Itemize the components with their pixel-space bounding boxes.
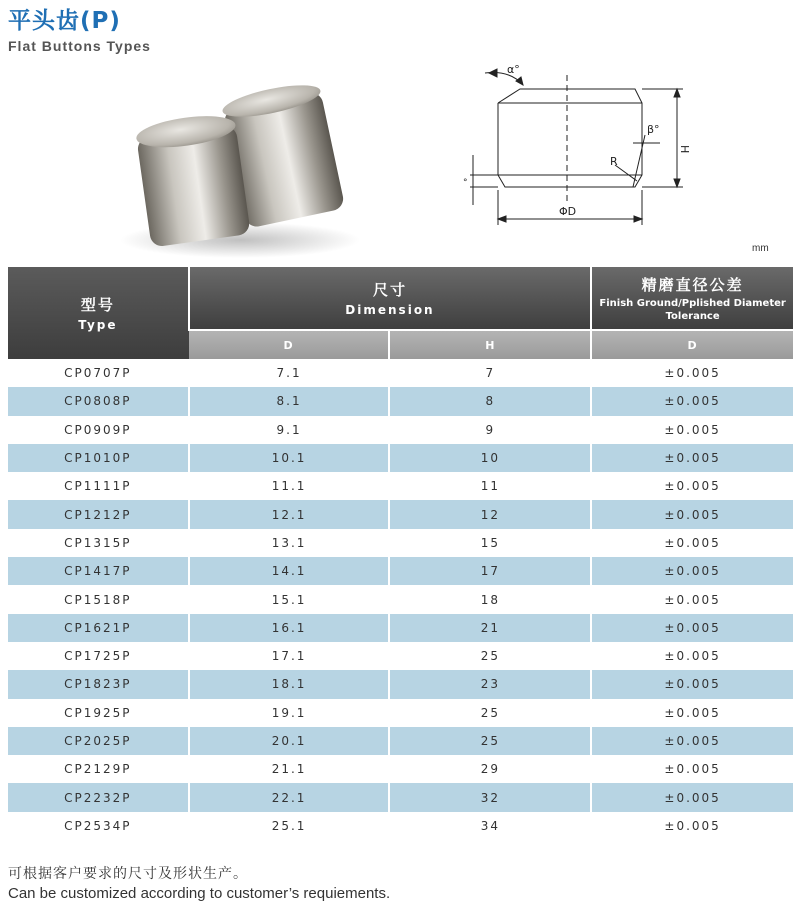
table-row [8, 614, 793, 642]
cell-d: 18.1 [189, 670, 390, 698]
page-title: 平头齿(P) [8, 8, 121, 34]
table-row [8, 472, 793, 500]
cell-h: 11 [389, 472, 591, 500]
product-photo [120, 70, 380, 260]
cell-h: 7 [389, 359, 591, 387]
cell-h: 9 [389, 416, 591, 444]
cell-h: 8 [389, 387, 591, 415]
cell-tolerance: ±0.005 [591, 557, 793, 585]
table-row [8, 670, 793, 698]
cell-type: CP1823P [8, 670, 189, 698]
cell-tolerance: ±0.005 [591, 755, 793, 783]
table-row [8, 783, 793, 811]
beta-label: β° [647, 123, 660, 136]
cell-tolerance: ±0.005 [591, 500, 793, 528]
cell-type: CP2025P [8, 727, 189, 755]
page-subtitle: Flat Buttons Types [8, 38, 151, 54]
header-type-en: Type [78, 318, 118, 332]
cell-tolerance: ±0.005 [591, 444, 793, 472]
spec-table [8, 267, 793, 840]
cell-type: CP1417P [8, 557, 189, 585]
subheader-h: H [389, 330, 591, 359]
table-row [8, 416, 793, 444]
table-row [8, 500, 793, 528]
note-cn: 可根据客户要求的尺寸及形状生产。 [8, 866, 248, 882]
cell-d: 22.1 [189, 783, 390, 811]
header-tolerance [591, 267, 793, 330]
subheader-tol-d: D [591, 330, 793, 359]
table-row [8, 585, 793, 613]
cell-d: 9.1 [189, 416, 390, 444]
cell-type: CP1315P [8, 529, 189, 557]
table-row [8, 557, 793, 585]
cell-d: 20.1 [189, 727, 390, 755]
cell-d: 13.1 [189, 529, 390, 557]
cell-d: 10.1 [189, 444, 390, 472]
table-row [8, 755, 793, 783]
header-type [8, 267, 189, 359]
cell-type: CP1621P [8, 614, 189, 642]
cell-tolerance: ±0.005 [591, 727, 793, 755]
cell-type: CP1925P [8, 699, 189, 727]
cell-h: 34 [389, 812, 591, 840]
cell-h: 21 [389, 614, 591, 642]
cell-tolerance: ±0.005 [591, 670, 793, 698]
cell-type: CP2534P [8, 812, 189, 840]
header-tolerance-en: Finish Ground/Pplished Diameter Tolerance [599, 297, 786, 322]
cell-h: 23 [389, 670, 591, 698]
table-row [8, 727, 793, 755]
cell-tolerance: ±0.005 [591, 699, 793, 727]
cell-d: 16.1 [189, 614, 390, 642]
technical-drawing [455, 55, 700, 235]
cell-type: CP1212P [8, 500, 189, 528]
cell-d: 14.1 [189, 557, 390, 585]
cell-tolerance: ±0.005 [591, 642, 793, 670]
table-row [8, 699, 793, 727]
cell-d: 25.1 [189, 812, 390, 840]
cell-tolerance: ±0.005 [591, 416, 793, 444]
cell-h: 12 [389, 500, 591, 528]
cell-type: CP0707P [8, 359, 189, 387]
cell-type: CP2232P [8, 783, 189, 811]
cell-tolerance: ±0.005 [591, 585, 793, 613]
cell-tolerance: ±0.005 [591, 359, 793, 387]
cell-type: CP1518P [8, 585, 189, 613]
table-row [8, 359, 793, 387]
cell-d: 19.1 [189, 699, 390, 727]
cell-h: 32 [389, 783, 591, 811]
table-row [8, 642, 793, 670]
cell-type: CP0909P [8, 416, 189, 444]
table-row [8, 444, 793, 472]
cell-h: 25 [389, 699, 591, 727]
cell-h: 29 [389, 755, 591, 783]
cell-d: 12.1 [189, 500, 390, 528]
cell-d: 17.1 [189, 642, 390, 670]
cell-tolerance: ±0.005 [591, 783, 793, 811]
table-row [8, 812, 793, 840]
cell-d: 15.1 [189, 585, 390, 613]
cell-h: 18 [389, 585, 591, 613]
unit-label: mm [752, 243, 769, 254]
cell-tolerance: ±0.005 [591, 614, 793, 642]
cell-d: 8.1 [189, 387, 390, 415]
cell-type: CP1111P [8, 472, 189, 500]
cell-d: 7.1 [189, 359, 390, 387]
table-row [8, 529, 793, 557]
note-en: Can be customized according to customer’s requiements. [8, 885, 391, 902]
radius-label: R [610, 155, 618, 168]
cell-h: 25 [389, 642, 591, 670]
diameter-label: ΦD [559, 205, 577, 218]
cell-d: 11.1 [189, 472, 390, 500]
header-tolerance-cn: 精磨直径公差 [641, 275, 744, 294]
cell-type: CP2129P [8, 755, 189, 783]
header-dimension-cn: 尺寸 [372, 281, 407, 299]
header-dimension-en: Dimension [345, 303, 435, 317]
header-dimension [189, 267, 592, 330]
cell-h: 15 [389, 529, 591, 557]
cell-type: CP1725P [8, 642, 189, 670]
cell-type: CP0808P [8, 387, 189, 415]
alpha-label: α° [507, 63, 520, 76]
cell-h: 25 [389, 727, 591, 755]
cell-tolerance: ±0.005 [591, 472, 793, 500]
cell-tolerance: ±0.005 [591, 387, 793, 415]
table-row [8, 387, 793, 415]
cell-d: 21.1 [189, 755, 390, 783]
cell-h: 10 [389, 444, 591, 472]
header-type-cn: 型号 [80, 296, 115, 314]
cell-tolerance: ±0.005 [591, 529, 793, 557]
height-label: H [678, 145, 691, 154]
subheader-d: D [189, 330, 390, 359]
cell-tolerance: ±0.005 [591, 812, 793, 840]
chamfer-label: ° [463, 178, 468, 188]
cell-type: CP1010P [8, 444, 189, 472]
cell-h: 17 [389, 557, 591, 585]
